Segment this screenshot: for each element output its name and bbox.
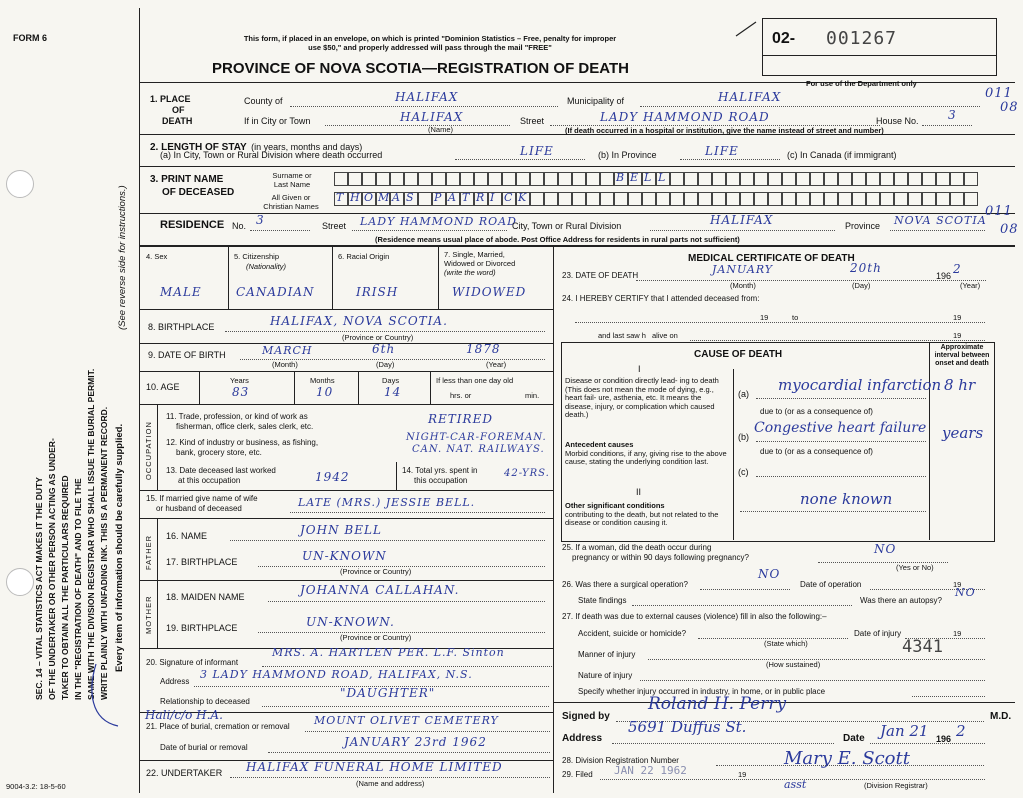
given-name-letter: T [336,191,344,204]
given-name-letter-box [712,192,726,206]
section-one-label: I [638,364,641,374]
side-instruction-8: (See reverse side for instructions.) [117,185,128,330]
last-worked-value: 1942 [315,470,350,484]
cause-c-label: (c) [738,467,749,477]
surname-letter-box [362,172,376,186]
age-months: 10 [316,385,334,399]
cause-b-due-to: due to (or as a consequence of) [760,447,873,456]
given-name-letter-box [824,192,838,206]
surname-letter-box [866,172,880,186]
industry-value-1: NIGHT-CAR-FOREMAN. [406,432,547,443]
surname-letter-box [824,172,838,186]
stay-province-value: LIFE [705,144,739,158]
given-name-letter-box [418,192,432,206]
surname-letter-box [530,172,544,186]
cause-a-interval: 8 hr [944,376,976,394]
hrs-label: hrs. or [450,391,472,400]
undertaker-label: 22. UNDERTAKER [146,768,223,778]
given-name-letter-box [796,192,810,206]
informant-address-label: Address [160,677,190,686]
death-year-prefix: 196 [936,271,952,281]
hospital-note: (If death occurred in a hospital or institution, give the name instead of street and number) [565,126,884,135]
last-saw-label: and last saw h [598,331,646,340]
given-name-letter-box [614,192,628,206]
given-name-letter: A [448,191,456,204]
filed-label: 29. Filed [562,770,593,779]
municipality-value: HALIFAX [718,90,782,104]
mother-side-label: MOTHER [144,595,153,634]
surname-letter-box [838,172,852,186]
given-name-letter-box [656,192,670,206]
dob-label: 9. DATE OF BIRTH [148,350,226,360]
physician-address: 5691 Duffus St. [628,718,747,736]
dob-month-caption: (Month) [272,360,298,369]
surname-letter-box [488,172,502,186]
side-instruction-2: OF THE UNDERTAKER OR OTHER PERSON ACTING AS UNDER- [47,438,57,700]
stay-province-label: (b) In Province [598,150,657,160]
given-name-letter-box [404,192,418,206]
surname-letter-box [684,172,698,186]
how-sustained-caption: (How sustained) [766,660,821,669]
operation-year-label: 19 [953,580,962,589]
father-birthplace-value: UN-KNOWN [302,549,387,563]
dob-month: MARCH [262,344,313,357]
residence-city-value: HALIFAX [710,213,774,227]
given-name-letter-box [446,192,460,206]
house-value: 3 [948,108,957,122]
house-label: House No. [876,116,919,126]
filed-stamp: JAN 22 1962 [614,764,687,777]
surname-letter-box [586,172,600,186]
surname-letter-box [432,172,446,186]
registration-prefix: 02- [772,30,796,47]
alive-on-label: alive on [652,331,678,340]
injury-year-label: 19 [953,629,962,638]
margin-code-2: 011 [985,204,1013,219]
dob-day: 6th [372,342,396,356]
other-conditions-value: none known [800,490,893,508]
section-two-label: II [636,487,642,497]
surname-letter-box [922,172,936,186]
given-name-letter-box [866,192,880,206]
surgery-label: 26. Was there a surgical operation? [562,580,688,589]
spouse-label: 15. If married give name of wife or husband of deceased [146,494,258,513]
signed-year-suffix: 2 [956,722,966,740]
given-name-letter-box [908,192,922,206]
given-name-letter: C [504,191,513,204]
given-name-letter-box [852,192,866,206]
given-name-letter-box [782,192,796,206]
surname-letter-box [516,172,530,186]
birthplace-label: 8. BIRTHPLACE [148,322,215,332]
given-name-letter: R [476,191,485,204]
surname-letter-box [376,172,390,186]
given-name-letter-box [600,192,614,206]
birthplace-value: HALIFAX, NOVA SCOTIA. [270,314,448,328]
surname-letter-box [936,172,950,186]
surname-letter-box [670,172,684,186]
residence-city-label: City, Town or Rural Division [512,221,622,231]
given-name-letter-box [376,192,390,206]
given-name-letter-box [740,192,754,206]
cause-a-label: (a) [738,389,749,399]
sex-value: MALE [160,285,202,299]
cause-b-interval: years [942,424,984,442]
surname-letter: E [630,171,639,184]
marital-status-label: 7. Single, Married, Widowed or Divorced (write the word) [444,250,516,277]
burial-place-value: MOUNT OLIVET CEMETERY [314,714,499,727]
informant-margin-note: Hali/c/o H.A. [145,708,223,722]
min-label: min. [525,391,540,400]
surname-letter-box [600,172,614,186]
autopsy-label: Was there an autopsy? [860,596,942,605]
signed-date-label: Date [843,733,865,744]
burial-date-value: JANUARY 23rd 1962 [344,735,487,749]
form-number: FORM 6 [13,33,48,43]
operation-date-label: Date of operation [800,580,862,589]
surname-letter: B [616,171,625,184]
md-label: M.D. [990,711,1012,722]
cause-b-value: Congestive heart failure [754,420,927,436]
municipality-label: Municipality of [567,96,625,106]
months-label: Months [310,376,335,385]
signed-year-prefix: 196 [936,734,952,744]
death-day: 20th [850,261,882,275]
surname-letter-box [754,172,768,186]
length-of-stay-label: 2. LENGTH OF STAY (in years, months and days) [150,142,363,153]
findings-label: State findings [578,596,627,605]
informant-label: 20. Signature of informant [146,658,239,667]
cause-b-label: (b) [738,432,749,442]
department-use-note: For use of the Department only [806,79,917,88]
surname-letter-box [390,172,404,186]
pregnancy-label: 25. If a woman, did the death occur during pregnancy or within 90 days following pregnancy? [562,543,749,562]
surname-letter-box [348,172,362,186]
surname-letter-box [880,172,894,186]
death-year-suffix: 2 [953,262,962,276]
industry-value-2: CAN. NAT. RAILWAYS. [412,444,545,455]
dob-year-caption: (Year) [486,360,507,369]
citizenship-value: CANADIAN [236,285,315,299]
filed-year-label: 19 [738,770,747,779]
name-caption: (Name) [428,125,454,134]
date-of-death-label: 23. DATE OF DEATH [562,271,639,280]
surname-letter-box [628,172,642,186]
given-name-letter-box [334,192,348,206]
surname-letter-box [782,172,796,186]
place-of-death-label: 1. PLACE OF DEATH [150,94,193,126]
burial-date-label: Date of burial or removal [160,743,248,752]
side-instruction-1: SEC. 14 – VITAL STATISTICS ACT MAKES IT THE DUTY [34,477,44,700]
mail-notice: This form, if placed in an envelope, on which is printed "Dominion Statistics – Free, penalty for improper use $50," and properly addressed will pass through the mail "FREE" [243,34,617,52]
accident-label: Accident, suicide or homicide? [578,629,687,638]
given-name-letter-box [810,192,824,206]
surname-letter-box [460,172,474,186]
given-name-letter-box [838,192,852,206]
father-name-label: 16. NAME [166,531,208,541]
given-name-letter: T [462,191,470,204]
given-name-letter: A [392,191,400,204]
nature-label: Nature of injury [578,671,633,680]
specify-label: Specify whether injury occurred in industry, in home, or in public place [578,687,826,696]
given-name-letter: O [364,191,374,204]
surname-letter-box [810,172,824,186]
age-years: 83 [232,385,250,399]
mother-name-value: JOHANNA CALLAHAN. [300,583,460,597]
citizenship-label: 5. Citizenship (Nationality) [234,252,287,271]
surname-letter-box [418,172,432,186]
residence-label: RESIDENCE [160,219,225,231]
racial-origin-label: 6. Racial Origin [338,252,390,261]
side-instruction-5: SAME WITH THE DIVISION REGISTRAR WHO SHALL ISSUE THE BURIAL PERMIT. [86,368,96,700]
external-causes-label: 27. If death was due to external causes (violence) fill in also the following:– [562,612,827,621]
spouse-value: LATE (MRS.) JESSIE BELL. [298,496,476,509]
given-name-letter-box [516,192,530,206]
given-name-letter-box [726,192,740,206]
given-name-letter-box [670,192,684,206]
given-name-letter-box [922,192,936,206]
given-name-letter-box [684,192,698,206]
residence-note: (Residence means usual place of abode. Post Office Address for residents in rural parts not sufficient) [375,235,740,244]
given-name-letter-box [642,192,656,206]
surname-letter-box [502,172,516,186]
side-instruction-3: TAKER TO OBTAIN ALL THE PARTICULARS REQUIRED [60,475,70,700]
given-name-letter: I [490,191,495,204]
surname-letter-box [796,172,810,186]
registration-number: 001267 [826,28,898,49]
surname-letter-box [768,172,782,186]
injury-date-label: Date of injury [854,629,902,638]
relationship-label: Relationship to deceased [160,697,250,706]
division-registration-label: 28. Division Registration Number [562,756,679,765]
form-title: PROVINCE OF NOVA SCOTIA—REGISTRATION OF DEATH [212,60,629,77]
burial-place-label: 21. Place of burial, cremation or removal [146,722,290,731]
surname-letter-box [544,172,558,186]
stay-city-value: LIFE [520,144,554,158]
age-label: 10. AGE [146,382,180,392]
surname-letter-box [964,172,978,186]
given-name-letter-box [530,192,544,206]
surname-letter-box [642,172,656,186]
pregnancy-value: NO [874,542,897,556]
age-days: 14 [384,385,402,399]
yes-no-caption: (Yes or No) [896,563,934,572]
autopsy-value: NO [955,586,976,599]
surname-letter-box [712,172,726,186]
city-label: If in City or Town [244,116,311,126]
given-name-letter-box [544,192,558,206]
industry-label: 12. Kind of industry or business, as fishing, bank, grocery store, etc. [166,438,319,457]
surname-letter-box [572,172,586,186]
dob-day-caption: (Day) [376,360,395,369]
father-name-value: JOHN BELL [300,523,382,537]
given-name-letter-box [950,192,964,206]
margin-code-1: 011 [985,86,1013,101]
given-name-letter-box [432,192,446,206]
county-value: HALIFAX [395,90,459,104]
to-year-label: 19 [953,313,962,322]
physician-address-label: Address [562,733,603,744]
stay-city-label: (a) In City, Town or Rural Division where death occurred [160,150,383,160]
informant-address: 3 LADY HAMMOND ROAD, HALIFAX, N.S. [200,668,473,681]
given-name-letter-box [362,192,376,206]
undertaker-caption: (Name and address) [356,779,425,788]
disease-label: Disease or condition directly lead- ing to death (This does not mean the mode of dying, e.g., heart fail- ure, asthenia, etc. It means the disease, injury, or complication which caused death.) [565,376,719,419]
mother-name-label: 18. MAIDEN NAME [166,592,245,602]
surname-letter-box [656,172,670,186]
surname-letter-box [446,172,460,186]
binder-hole-top [6,170,34,198]
surname-letter-box [894,172,908,186]
registrar-caption: (Division Registrar) [864,781,928,790]
residence-no-value: 3 [256,213,265,227]
birthplace-caption: (Province or Country) [342,333,414,342]
mother-birthplace-value: UN-KNOWN. [306,615,395,629]
given-name-letter-box [474,192,488,206]
given-name-letter-box [502,192,516,206]
racial-origin-value: IRISH [356,285,399,299]
stay-canada-label: (c) In Canada (if immigrant) [787,150,897,160]
relationship-value: "DAUGHTER" [340,686,436,700]
county-label: County of [244,96,283,106]
name-of-deceased-label: 3. PRINT NAME OF DECEASED [150,174,235,198]
surname-letter-box [740,172,754,186]
given-name-letter-box [964,192,978,206]
father-birthplace-caption: (Province or Country) [340,567,412,576]
surname-letter-box [852,172,866,186]
registrar-signature: Mary E. Scott [784,748,910,769]
surname-label: Surname or Last Name [272,171,312,189]
given-name-letter-box [558,192,572,206]
mother-birthplace-label: 19. BIRTHPLACE [166,623,238,633]
registrar-note: asst [784,778,807,791]
given-name-letter-box [586,192,600,206]
residence-street-value: LADY HAMMOND ROAD [360,215,517,228]
trade-label: 11. Trade, profession, or kind of work as fisherman, office clerk, sales clerk, etc. [166,412,314,431]
given-name-letter: K [518,191,527,204]
total-years-label: 14. Total yrs. spent in this occupation [402,466,478,485]
surname-letter-box [950,172,964,186]
residence-province-value: NOVA SCOTIA [894,214,987,227]
cause-of-death-title: CAUSE OF DEATH [694,349,783,360]
dob-year: 1878 [466,342,501,356]
pen-mark-tick [732,20,762,40]
residence-street-label: Street [322,221,347,231]
given-name-letter-box [628,192,642,206]
given-name-letter-box [936,192,950,206]
from-year-label: 19 [760,313,769,322]
given-name-letter-box [880,192,894,206]
given-name-letter-box [488,192,502,206]
interval-label: Approximate interval between onset and death [934,344,990,367]
given-name-letter: M [378,191,390,204]
death-day-caption: (Day) [852,281,871,290]
given-name-letter-box [390,192,404,206]
given-name-letter-box [698,192,712,206]
other-conditions-label: Other significant conditions contributing to the death, but not related to the disease or condition causing it. [565,501,719,527]
surname-letter-box [726,172,740,186]
side-instruction-7: Every item of information should be carefully supplied. [114,423,125,672]
surgery-value: NO [758,567,781,581]
residence-province-label: Province [845,221,881,231]
pen-mark-curve [86,660,126,730]
death-month: JANUARY [712,263,774,276]
cause-a-due-to: due to (or as a consequence of) [760,407,873,416]
to-label: to [792,313,799,322]
certify-label: 24. I HEREBY CERTIFY that I attended deceased from: [562,294,760,303]
years-label: Years [230,376,249,385]
surname-letter-box [558,172,572,186]
death-month-caption: (Month) [730,281,756,290]
surname-letter-box [908,172,922,186]
surname-letter-box [404,172,418,186]
surname-letter-box [698,172,712,186]
surname-letter: L [658,171,666,184]
given-name-letter: S [406,191,414,204]
medical-certificate-title: MEDICAL CERTIFICATE OF DEATH [688,253,855,264]
binder-hole-bottom [6,568,34,596]
father-side-label: FATHER [144,534,153,570]
side-instruction-6: WRITE PLAINLY WITH UNFADING INK. THIS IS A PERMANENT RECORD. [99,406,109,700]
informant-signature: MRS. A. HARTLEN PER. L.F. Sinton [272,646,505,659]
given-name-letter-box [348,192,362,206]
cause-a-value: myocardial infarction [778,376,942,394]
marital-status-value: WIDOWED [452,285,527,299]
total-years-value: 42-YRS. [504,468,550,479]
less-than-day-label: If less than one day old [436,376,514,385]
surname-letter: L [644,171,652,184]
surname-letter-box [334,172,348,186]
given-name-letter: P [434,191,442,204]
given-name-letter-box [768,192,782,206]
street-value: LADY HAMMOND ROAD [600,110,770,124]
given-name-letter: H [350,191,360,204]
undertaker-value: HALIFAX FUNERAL HOME LIMITED [246,760,503,774]
father-birthplace-label: 17. BIRTHPLACE [166,557,238,567]
given-name-letter-box [754,192,768,206]
death-year-caption: (Year) [960,281,981,290]
mother-birthplace-caption: (Province or Country) [340,633,412,642]
margin-code-2b: 08 [1000,222,1019,237]
occupation-side-label: OCCUPATION [144,421,153,480]
signed-date-value: Jan 21 [880,722,929,740]
given-names-label: All Given or Christian Names [263,193,319,211]
street-label: Street [520,116,545,126]
days-label: Days [382,376,400,385]
side-instruction-4: IN THE "REGISTRATION OF DEATH" AND TO FILE THE [73,478,83,700]
given-name-letter-box [894,192,908,206]
surname-letter-box [614,172,628,186]
antecedent-label: Antecedent causes Morbid conditions, if any, giving rise to the above cause, stating the underlying condition last. [565,440,727,466]
trade-value: RETIRED [428,412,493,426]
margin-code-1b: 08 [1000,100,1019,115]
sex-label: 4. Sex [146,252,168,261]
signed-by-label: Signed by [562,711,610,722]
given-name-letter-box [460,192,474,206]
physician-signature: Roland H. Perry [648,694,787,714]
residence-no-label: No. [232,221,247,231]
state-which-caption: (State which) [764,639,808,648]
manner-label: Manner of injury [578,650,636,659]
alive-year-label: 19 [953,331,962,340]
city-value: HALIFAX [400,110,464,124]
footer-code: 9004-3.2: 18-5-60 [6,782,66,791]
surname-letter-box [474,172,488,186]
stamp-number: 4341 [902,637,943,657]
given-name-letter-box [572,192,586,206]
last-worked-label: 13. Date deceased last worked at this occupation [166,466,276,485]
